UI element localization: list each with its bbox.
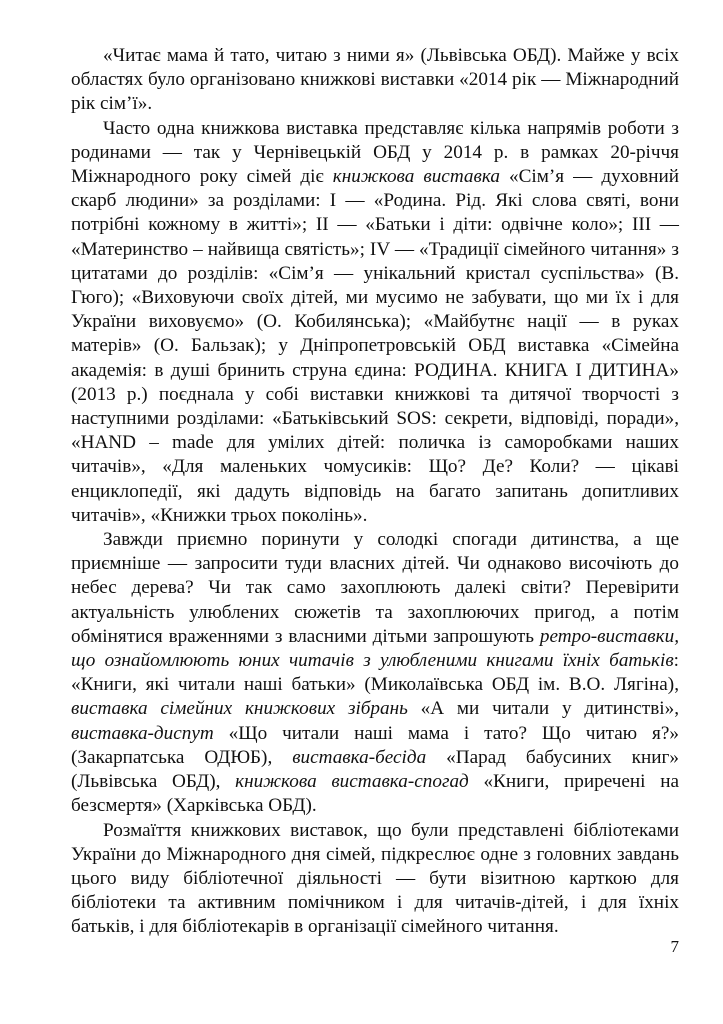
- text-run: «Книги, приречені на безсмертя» (Харківська ОБД).: [71, 771, 679, 817]
- paragraph: [71, 819, 679, 940]
- italic-text-run: книжкова виставка-спогад: [235, 771, 469, 793]
- text-run: Розмаїття книжкових виставок, що були представлені бібліотеками України до Міжнародного дня сімей, підкреслює одне з головних завдань цього виду бібліотечної діяльності — бути візитною карткою для бібліотеки та активним помічником і для читачів-дітей, і для їхніх батьків, і для бібліотекарів в організації сімейного читання.: [71, 819, 679, 938]
- paragraph: [71, 44, 679, 117]
- italic-text-run: ретро-виставки, що ознайомлюють юних читачів з улюбленими книгами їхніх батьків: [71, 625, 679, 672]
- page-number: 7: [670, 937, 679, 956]
- text-run: Часто одна книжкова виставка представляє кілька напрямів роботи з родинами — так у Чернівецькій ОБД у 2014 р. в рамках 20-річчя Міжнародного року сімей діє: [71, 117, 679, 188]
- italic-text-run: виставка-диспут: [71, 722, 214, 744]
- text-run: «Читає мама й тато, читаю з ними я» (Львівська ОБД). Майже у всіх областях було організовано книжкові виставки «2014 рік — Міжнародний рік сім’ї».: [71, 45, 679, 115]
- text-run: «А ми читали у дитинстві»,: [407, 698, 679, 720]
- text-run: «Парад бабусиних книг» (Львівська ОБД),: [71, 746, 679, 793]
- text-run: «Що читали наші мама і тато? Що читаю я?» (Закарпатська ОДЮБ),: [71, 722, 679, 768]
- body-text: [71, 44, 679, 940]
- italic-text-run: виставка-бесіда: [292, 746, 427, 768]
- text-run: «Сім’я — духовний скарб людини» за розділами: І — «Родина. Рід. Які слова святі, вони потрібні кожному в житті»; ІІ — «Батьки і діти: одвічне коло»; ІІІ — «Материнство – найвища святість»; IV — «Традиції сімейного читання» з цитатами до розділів: «Сім’я — унікальний кристал суспільства» (В. Гюго); «Виховуючи своїх дітей, ми мусимо не забувати, що ми їх і для України виховуємо» (О. Кобилянська); «Майбутнє нації — в руках матерів» (О. Бальзак); у Дніпропетровській ОБД виставка «Сімейна академія: в душі бринить струна єдина: РОДИНА. КНИГА І ДИТИНА» (2013 р.) поєднала у собі виставки книжкові та дитячої творчості з наступними розділами: «Батьківський SOS: секрети, відповіді, поради», «HAND – made для умілих дітей: поличка із саморобками наших читачів», «Для маленьких чомусиків: Що? Де? Коли? — цікаві енциклопедії, які дадуть відповідь на багато запитань допитливих читачів», «Книжки трьох поколінь».: [71, 166, 679, 526]
- italic-text-run: виставка сімейних книжкових зібрань: [71, 698, 408, 720]
- paragraph: [71, 117, 679, 528]
- text-run: Завжди приємно поринути у солодкі спогади дитинства, а ще приємніше — запросити туди власних дітей. Чи однаково височіють до небес дерева? Чи так само захоплюють далекі світи? Перевірити актуальність улюблених сюжетів та захоплюючих пригод, а потім обмінятися враженнями з власними дітьми запрошують: [71, 529, 679, 647]
- paragraph: [71, 528, 679, 818]
- text-run: : «Книги, які читали наші батьки» (Миколаївська ОБД ім. В.О. Лягіна),: [71, 650, 679, 696]
- italic-text-run: книжкова виставка: [332, 166, 500, 188]
